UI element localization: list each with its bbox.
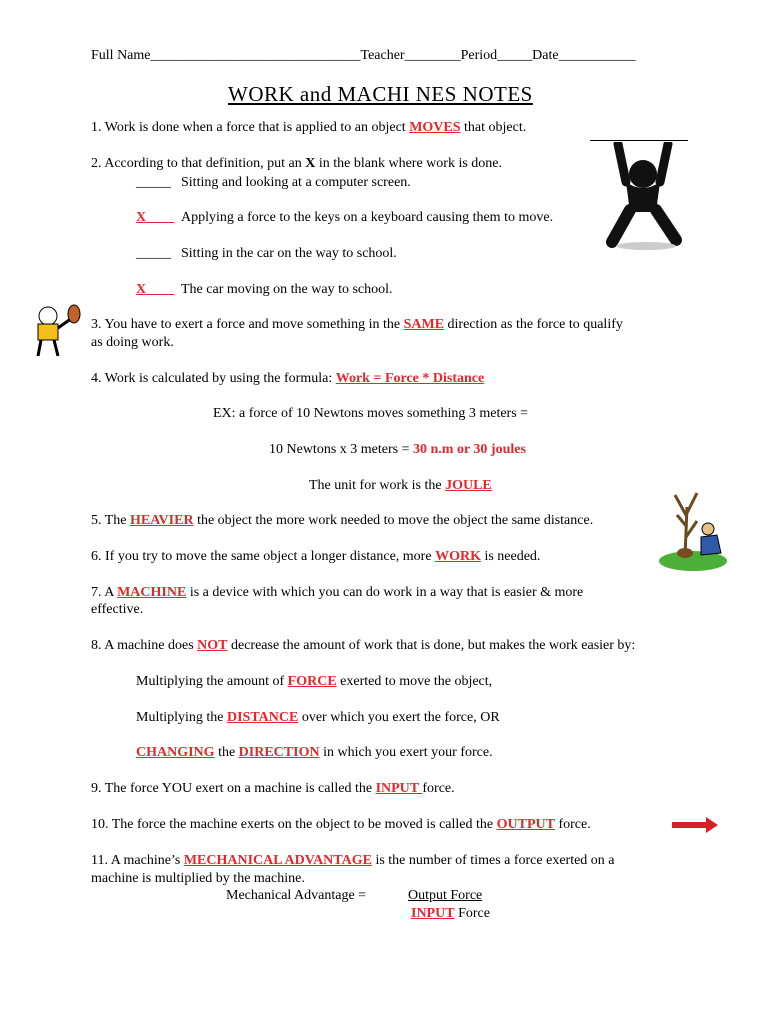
q2-item-2 (136, 209, 553, 227)
answer-mark: X____ (136, 210, 175, 225)
q11 (91, 852, 615, 870)
full-name-field: Full Name______________________________ (91, 48, 361, 63)
q8-l3-answer2: DIRECTION (238, 745, 320, 760)
q4-unit-text: The unit for work is the (309, 478, 446, 493)
q4-text: 4. Work is calculated by using the formula: (91, 371, 336, 386)
ma-label: Mechanical Advantage = (226, 888, 367, 903)
q8 (91, 637, 635, 655)
q2 (91, 155, 502, 173)
q7-text-end: is a device with which you can do work in a way that is easier & more (186, 585, 584, 600)
q10-text: 10. The force the machine exerts on the object to be moved is called the (91, 817, 497, 832)
q1-text: 1. Work is done when a force that is applied to an object (91, 120, 410, 135)
q8-text: 8. A machine does (91, 638, 198, 653)
q3-text-end: direction as the force to qualify (444, 317, 623, 332)
right-arrow-icon (670, 815, 720, 835)
ma-denominator-answer: INPUT (411, 906, 455, 921)
q7-text: 7. A (91, 585, 118, 600)
q4-unit (309, 477, 492, 495)
q10-answer: OUTPUT (496, 817, 555, 832)
q7-answer: MACHINE (117, 585, 187, 600)
q2-item-text: Applying a force to the keys on a keyboard causing them to move. (181, 210, 554, 225)
lifting-figure-icon (598, 142, 690, 252)
q4-calc-answer: 30 n.m or 30 joules (413, 442, 526, 457)
q1-text-end: that object. (460, 120, 527, 135)
q2-item-text: Sitting in the car on the way to school. (181, 246, 397, 261)
q6-text-end: is needed. (480, 549, 541, 564)
ma-denominator-text: Force (454, 906, 490, 921)
divider-line (590, 140, 688, 141)
q3-answer: SAME (403, 317, 445, 332)
q6-answer: WORK (435, 549, 481, 564)
period-field: Period_____ (460, 48, 533, 63)
q2-item-text: The car moving on the way to school. (181, 282, 393, 297)
q11-line2: machine is multiplied by the machine. (91, 871, 305, 886)
q2-x: X (305, 156, 316, 171)
q7 (91, 584, 583, 602)
q9 (91, 780, 455, 798)
q8-text-end: decrease the amount of work that is done, but makes the work easier by: (227, 638, 636, 653)
q4-calc-text: 10 Newtons x 3 meters = (269, 442, 413, 457)
q3 (91, 316, 623, 334)
q5-text-end: the object the more work needed to move the object the same distance. (193, 513, 594, 528)
q2-text-end: in the blank where work is done. (315, 156, 502, 171)
q6-text: 6. If you try to move the same object a longer distance, more (91, 549, 436, 564)
q8-l2-text-end: over which you exert the force, OR (298, 710, 500, 725)
q11-answer: MECHANICAL ADVANTAGE (183, 853, 372, 868)
q8-line2 (136, 709, 500, 727)
q9-text-end: force. (422, 781, 455, 796)
q4 (91, 370, 484, 388)
q8-l1-text-end: exerted to move the object, (336, 674, 493, 689)
teacher-field: Teacher________ (360, 48, 461, 63)
q3-text: 3. You have to exert a force and move something in the (91, 317, 404, 332)
q5-text: 5. The (91, 513, 131, 528)
q7-line2: effective. (91, 602, 144, 617)
header-line (91, 47, 636, 65)
answer-mark: X____ (136, 282, 175, 297)
q4-calc (269, 441, 526, 459)
q2-item-text: Sitting and looking at a computer screen. (181, 175, 411, 190)
q9-answer: INPUT (375, 781, 423, 796)
q11-text: 11. A machine’s (91, 853, 184, 868)
q3-line2: as doing work. (91, 335, 174, 350)
worker-icon (32, 300, 82, 358)
q8-l3-answer1: CHANGING (136, 745, 215, 760)
q8-l1-answer: FORCE (287, 674, 337, 689)
q8-answer: NOT (197, 638, 228, 653)
blank: _____ (136, 246, 171, 261)
ma-denominator (411, 905, 490, 923)
q2-item-4 (136, 281, 393, 299)
tree-planting-icon (655, 487, 730, 575)
q1 (91, 119, 526, 137)
q8-l3-text-end: in which you exert your force. (319, 745, 493, 760)
q8-l2-text: Multiplying the (136, 710, 227, 725)
q4-example: EX: a force of 10 Newtons moves something 3 meters = (213, 406, 529, 421)
q2-text: 2. According to that definition, put an (91, 156, 306, 171)
q6 (91, 548, 540, 566)
q5 (91, 512, 593, 530)
q10-text-end: force. (554, 817, 591, 832)
q10 (91, 816, 591, 834)
q2-item-3 (136, 245, 397, 263)
q8-l2-answer: DISTANCE (227, 710, 299, 725)
ma-numerator: Output Force (408, 888, 483, 903)
q9-text: 9. The force YOU exert on a machine is called the (91, 781, 376, 796)
q2-item-1 (136, 174, 411, 192)
q4-answer: Work = Force * Distance (335, 371, 485, 386)
blank: _____ (136, 175, 171, 190)
q1-answer: MOVES (409, 120, 461, 135)
q8-line1 (136, 673, 492, 691)
q11-text-end: is the number of times a force exerted on a (371, 853, 615, 868)
q8-l3-text: the (214, 745, 239, 760)
q5-answer: HEAVIER (130, 513, 194, 528)
page-title: WORK and MACHI NES NOTES (228, 82, 533, 106)
q8-l1-text: Multiplying the amount of (136, 674, 288, 689)
date-field: Date___________ (532, 48, 636, 63)
q4-unit-answer: JOULE (445, 478, 492, 493)
q8-line3 (136, 744, 493, 762)
